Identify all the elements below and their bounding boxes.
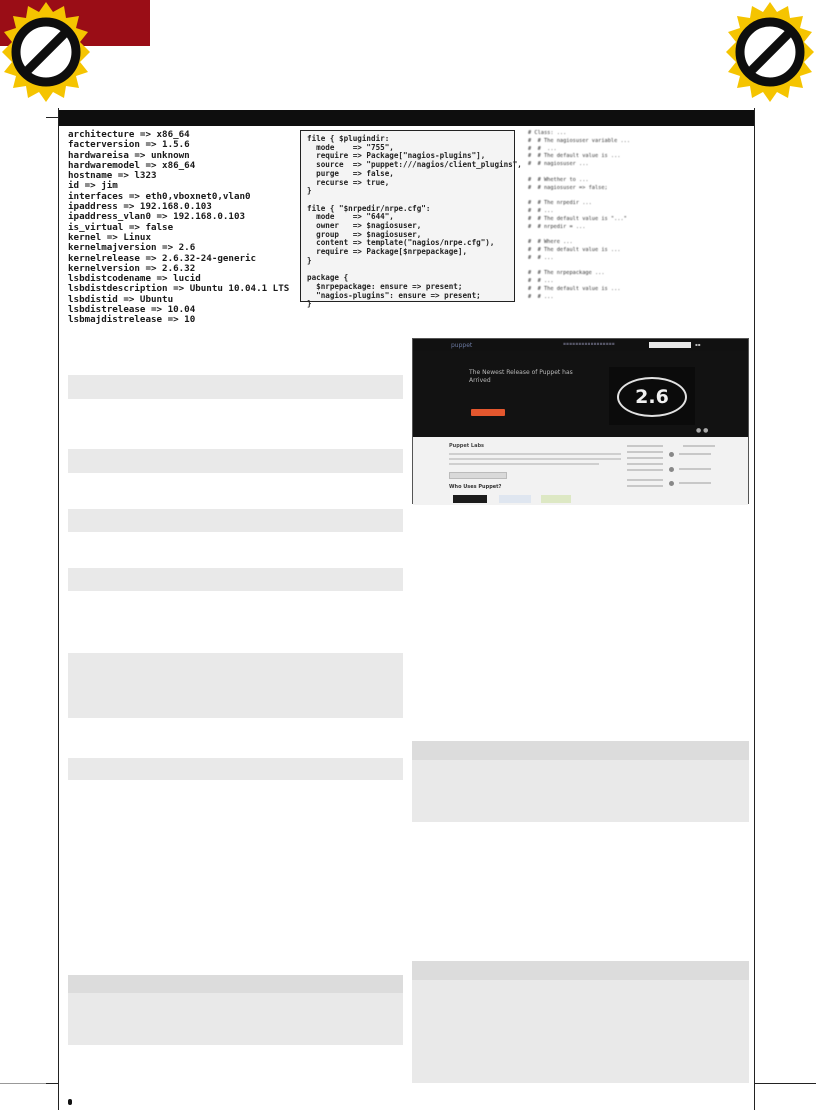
facter-output-block	[68, 129, 298, 326]
gray-panel	[68, 568, 403, 591]
hero-cta-button	[471, 409, 505, 416]
code-line: $nrpepackage: ensure => present;	[307, 281, 463, 291]
code-line: # # nagiosuser ...	[528, 161, 589, 168]
code-line: require => Package["nagios-plugins"],	[307, 151, 486, 161]
text-line	[627, 451, 663, 453]
left-margin-rule	[58, 108, 59, 1110]
boxout-body	[412, 980, 749, 1083]
code-line: # # The nrpepackage ...	[528, 270, 605, 277]
code-line: recurse => true,	[307, 177, 390, 187]
code-line: architecture => x86_64	[68, 129, 190, 140]
text-line	[627, 445, 663, 447]
code-line: # # The default value is "..."	[528, 215, 627, 222]
boxout-body	[68, 993, 403, 1045]
code-line: kernelmajversion => 2.6	[68, 242, 196, 254]
code-line: # # The default value is ...	[528, 285, 621, 292]
sidebar-bullet-icon	[669, 481, 674, 486]
site-search-button: ▪▪	[695, 342, 701, 347]
puppet-website-screenshot	[412, 338, 749, 504]
code-line: interfaces => eth0,vboxnet0,vlan0	[68, 190, 251, 202]
code-line: # # Where ...	[528, 239, 573, 246]
code-line: kernelversion => 2.6.32	[68, 262, 196, 274]
gray-panel	[68, 375, 403, 399]
code-line: hostname => l323	[68, 170, 157, 182]
code-line: group => $nagiosuser,	[307, 229, 422, 239]
code-line: hardwaremodel => x86_64	[68, 159, 196, 171]
code-line	[528, 192, 750, 200]
text-line	[449, 453, 621, 455]
code-line: }	[307, 299, 312, 309]
code-line: # # Whether to ...	[528, 176, 589, 183]
code-line: kernelrelease => 2.6.32-24-generic	[68, 252, 257, 264]
code-line: # # ...	[528, 278, 554, 285]
footer-bullet	[68, 1099, 72, 1105]
crop-mark	[754, 1083, 816, 1084]
code-line: mode => "644",	[307, 212, 394, 222]
code-line: require => Package[$nrpepackage],	[307, 247, 468, 257]
sponsors-title: Who Uses Puppet?	[449, 484, 502, 490]
code-line: purge => false,	[307, 168, 394, 178]
crop-mark	[46, 117, 58, 118]
code-line: # # ...	[528, 293, 554, 300]
text-line	[627, 485, 663, 487]
text-line	[679, 453, 711, 455]
right-margin-rule	[754, 108, 755, 1110]
text-line	[449, 463, 599, 465]
code-line: mode => "755",	[307, 142, 394, 152]
code-line: ipaddress => 192.168.0.103	[68, 201, 212, 213]
code-line: owner => $nagiosuser,	[307, 221, 422, 231]
sponsor-logo	[453, 495, 487, 503]
boxout-header	[412, 741, 749, 760]
code-line: # # ...	[528, 207, 554, 214]
boxout-header	[68, 975, 403, 993]
prohibition-sign-icon	[714, 0, 814, 104]
text-line	[449, 458, 621, 460]
gray-panel	[68, 653, 403, 718]
sponsor-logo	[499, 495, 531, 503]
code-line: source => "puppet:///nagios/client_plugins",	[307, 160, 522, 170]
code-line: facterversion => 1.5.6	[68, 139, 190, 151]
code-line	[528, 263, 750, 271]
boxout-header	[412, 961, 749, 980]
code-line: lsbdistdescription => Ubuntu 10.04.1 LTS	[68, 283, 290, 295]
text-line	[627, 469, 663, 471]
crop-mark	[0, 1083, 46, 1084]
site-download-button	[449, 472, 507, 479]
code-line	[528, 169, 750, 177]
code-line: # # The default value is ...	[528, 153, 621, 160]
code-line: is_virtual => false	[68, 221, 174, 233]
gray-panel	[68, 449, 403, 473]
sidebar-bullet-icon	[669, 467, 674, 472]
code-line: file { "$nrpedir/nrpe.cfg":	[307, 203, 431, 213]
code-line: hardwareisa => unknown	[68, 149, 190, 161]
code-line: # # The default value is ...	[528, 246, 621, 253]
code-line: # # ...	[528, 145, 557, 152]
code-line: # Class: ...	[528, 130, 567, 136]
carousel-dots: ● ●	[696, 427, 709, 434]
manifest-code-box	[300, 130, 522, 309]
code-line: ipaddress_vlan0 => 192.168.0.103	[68, 211, 246, 223]
code-line: lsbmajdistrelease => 10	[68, 314, 196, 326]
code-line: kernel => Linux	[68, 231, 151, 243]
code-line: }	[307, 186, 312, 196]
code-line	[528, 231, 750, 239]
text-line	[627, 479, 663, 481]
code-line: # # ...	[528, 254, 554, 261]
code-line: "nagios-plugins": ensure => present;	[307, 290, 481, 300]
text-line	[627, 463, 663, 465]
section-title: Puppet Labs	[449, 443, 485, 449]
code-line: lsbdistid => Ubuntu	[68, 293, 174, 305]
sponsor-logo	[541, 495, 571, 503]
code-line: lsbdistcodename => lucid	[68, 273, 201, 285]
code-line: file { $plugindir:	[307, 134, 390, 143]
code-line: package {	[307, 273, 349, 283]
crop-mark	[46, 1083, 58, 1084]
gray-panel	[68, 509, 403, 532]
code-line: lsbdistrelease => 10.04	[68, 304, 196, 316]
section-header-bar	[58, 110, 754, 126]
site-logo: puppet	[451, 342, 473, 349]
text-line	[679, 468, 711, 470]
code-line: # # nrpedir = ...	[528, 223, 586, 230]
site-nav-links: ▪▪▪▪▪▪▪▪▪▪▪▪▪▪▪▪▪	[563, 342, 615, 347]
hero-title: The Newest Release of Puppet has Arrived	[469, 369, 573, 384]
code-line: # # nagiosuser => false;	[528, 184, 608, 191]
code-line: content => template("nagios/nrpe.cfg"),	[307, 238, 495, 248]
site-search-input	[649, 342, 691, 348]
code-line: id => jim	[68, 180, 118, 192]
sidebar-bullet-icon	[669, 452, 674, 457]
code-line: # # The nagiosuser variable ...	[528, 137, 631, 144]
text-line	[679, 482, 711, 484]
text-line	[683, 445, 715, 447]
version-badge: 2.6	[617, 377, 687, 417]
boxout-body	[412, 760, 749, 822]
gray-panel	[68, 758, 403, 780]
text-line	[627, 457, 663, 459]
site-hero	[413, 351, 748, 437]
code-line: # # The nrpedir ...	[528, 200, 592, 207]
prohibition-sign-icon	[0, 0, 100, 104]
class-comments-block	[528, 130, 750, 300]
code-line: }	[307, 255, 312, 265]
